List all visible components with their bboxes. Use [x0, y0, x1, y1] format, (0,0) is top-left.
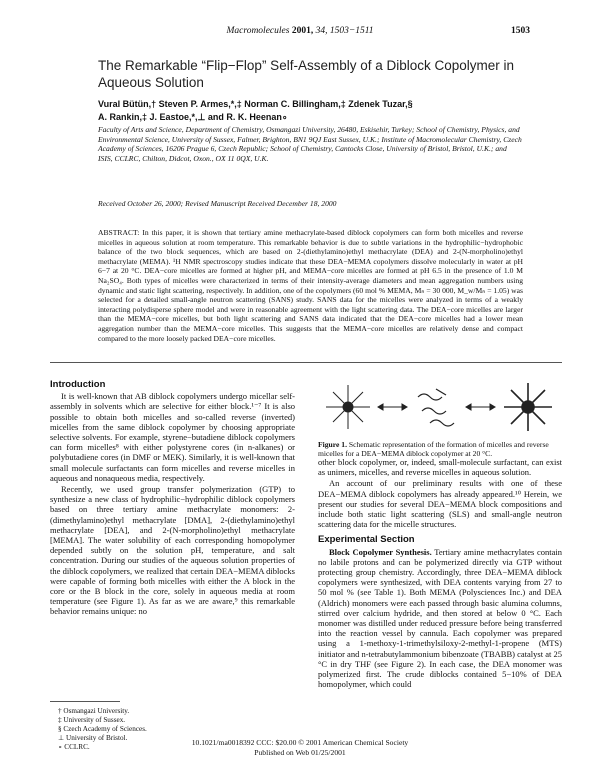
- journal-name: Macromolecules: [226, 26, 290, 36]
- received-dates: Received October 26, 2000; Revised Manuscript Received December 18, 2000: [98, 199, 337, 208]
- affiliations: Faculty of Arts and Science, Department of Chemistry, Osmangazi University, 26480, Eskisehir, Turkey; School of Chemistry, Physics, and Environmental Science, University of Sussex, Falmer, Brighton, BN1 9QJ East Sussex, U.K.; Institute of Macromolecular Chemistry, Czech Academy of Sciences, 16206 Prague 6, Czech Republic; School of Chemistry, Cantocks Close, University of Bristol, Bristol, U.K.; and ISIS, CCLRC, Chilton, Didcot, Oxon., OX 11 0QX, U.K.: [98, 125, 522, 163]
- doi-footer: [0, 738, 600, 757]
- right-column: [318, 457, 562, 690]
- doi-line: 10.1021/ma0018392 CCC: $20.00 © 2001 American Chemical Society: [191, 738, 409, 747]
- author-line: A. Rankin,‡ J. Eastoe,*,⊥ and R. K. Heenan∘: [98, 111, 288, 122]
- author-list: [98, 98, 518, 123]
- page-number: 1503: [511, 26, 530, 36]
- article-title: The Remarkable “Flip−Flop” Self-Assembly of a Diblock Copolymer in Aqueous Solution: [98, 58, 515, 90]
- subheading: Block Copolymer Synthesis.: [329, 546, 432, 557]
- unimers: [418, 389, 454, 426]
- micelle-right: [504, 383, 552, 431]
- journal-pages: 1503−1511: [329, 26, 374, 36]
- footnote: † Osmangazi University.: [58, 707, 130, 715]
- micelle-left: [326, 385, 370, 429]
- arrow-left: [378, 404, 407, 410]
- arrow-right: [466, 404, 495, 410]
- footnote: ∘ CCLRC.: [58, 743, 90, 751]
- abstract: ABSTRACT: In this paper, it is shown that tertiary amine methacrylate-based diblock copolymers can form both micelles and reverse micelles in aqueous solution at room temperature. This remarkable behavior is due to subtle variations in the hydrophilic−hydrophobic balance of the two block sequences, which are based on 2-(diethylamino)ethyl methacrylate (DEA) and 2-(N-morpholino)ethyl methacrylate (MEMA). ¹H NMR spectroscopy studies indicate that these DEA−MEMA copolymers dissolve molecularly in water at pH 6−7 at 20 °C. DEA−core micelles are formed at higher pH, and MEMA−core micelles are formed at pH 6.5 in the presence of 1.0 M Na₂SO₄. Both types of micelles were characterized in terms of their intensity-average diameters and mean aggregation numbers using dynamic and static light scattering, respectively. In addition, one of the copolymers (60 mol % MEMA, Mₙ = 30 000, M_w/Mₙ = 1.05) was selected for a detailed small-angle neutron scattering (SANS) study. SANS data for the micelles were analyzed in terms of a weakly interacting polydisperse sphere model and were in reasonable agreement with the light scattering data. The DEA−core micelles are larger than the MEMA−core micelles, but both light scattering and SANS data indicated that the DEA−core micelles had a lower mean aggregation number than the MEMA−core micelles. This suggests that the MEMA−core micelles are relatively dense and compact compared to the more loosely packed DEA−core micelles.: [98, 228, 523, 343]
- paragraph: An account of our preliminary results with one of these DEA−MEMA diblock copolymers has already appeared.¹⁰ Herein, we present our studies for several DEA−MEMA block compositions and include both static light scattering (SLS) and small-angle neutron scattering data for the micelle structures.: [318, 478, 562, 530]
- footnote-rule: [50, 701, 120, 702]
- divider: [50, 362, 562, 363]
- footnote: ‡ University of Sussex.: [58, 716, 126, 724]
- paragraph: [318, 547, 562, 690]
- footnote: § Czech Academy of Sciences.: [58, 725, 147, 733]
- journal-year: 2001,: [291, 26, 314, 36]
- section-heading-introduction: Introduction: [50, 379, 106, 390]
- paragraph: Recently, we used group transfer polymerization (GTP) to synthesize a new class of hydrophilic−hydrophilic diblock copolymers based on three tertiary amine methacrylate monomers: 2-(dimethylamino)ethyl methacrylate [DMA], 2-(diethylamino)ethyl methacrylate [DEA], and 2-(N-morpholino)ethyl methacrylate [MEMA]. The water solubility of each corresponding homopolymer depended subtly on the solution pH, temperature, and salt concentration. During our studies of the aqueous solution properties of the diblock copolymers, we realized that certain DEA−MEMA diblocks were capable of forming both micelles with either the A block in the core or the B block in the core, solely in aqueous media at room temperature (see Figure 1). As far as we are aware,⁹ this remarkable behavior remains unique: no: [50, 484, 295, 617]
- caption-text: Schematic representation of the formation of micelles and reverse micelles for a DEA−MEMA diblock copolymer at 20 °C.: [318, 440, 549, 458]
- publication-date: Published on Web 01/25/2001: [254, 747, 346, 757]
- paragraph: It is well-known that AB diblock copolymers undergo micellar self-assembly in solvents which are selective for either block.¹⁻⁷ It is also possible to obtain both micelles and so-called reverse (inverted) micelles from the same diblock copolymer by choosing appropriate selective solvents. For example, styrene−butadiene diblock copolymers can form micelles⁸ with either polystyrene cores (in n-alkanes) or polybutadiene cores (in DMF or MEK). Similarly, it is well-known that small molecule surfactants can form micelles and reverse micelles in aqueous and nonaqueous media, respectively.: [50, 391, 295, 483]
- footnote: ⊥ University of Bristol.: [58, 734, 128, 742]
- figure-1-schematic: [318, 375, 562, 439]
- caption-label: Figure 1.: [318, 440, 347, 449]
- paragraph: other block copolymer, or, indeed, small-molecule surfactant, can exist as unimers, micelles, and reverse micelles in aqueous solution.: [318, 457, 562, 478]
- figure-1-caption: [318, 440, 562, 458]
- author-line: Vural Bütün,† Steven P. Armes,*,‡ Norman C. Billingham,‡ Zdenek Tuzar,§: [98, 99, 413, 109]
- journal-citation: [0, 26, 600, 36]
- journal-volume: 34,: [315, 26, 328, 36]
- left-column: [50, 378, 295, 618]
- section-heading-experimental: Experimental Section: [318, 534, 415, 546]
- paragraph-text: Tertiary amine methacrylates contain no labile protons and can be polymerized directly via GTP without protecting group chemistry. Accordingly, three DEA−MEMA diblock copolymers were synthesized, with DEA contents varying from 27 to 50 mol % (see Table 1). Both MEMA (Polysciences Inc.) and DEA (Aldrich) monomers were each passed through basic alumina columns, stirred over calcium hydride, and then stored at below 0 °C. Each monomer was distilled under reduced pressure before being transferred into the reaction vessel by cannula. Each copolymer was prepared using a 1-methoxy-1-trimethylsiloxy-2-methyl-1-propene (MTS) initiator and n-tetrabutylammonium bibenzoate (TBABB) catalyst at 25 °C in dry THF (see Figure 2). In each case, the DEA monomer was polymerized first. The crude diblocks contained 5−10% of DEA homopolymer, which could: [318, 546, 562, 690]
